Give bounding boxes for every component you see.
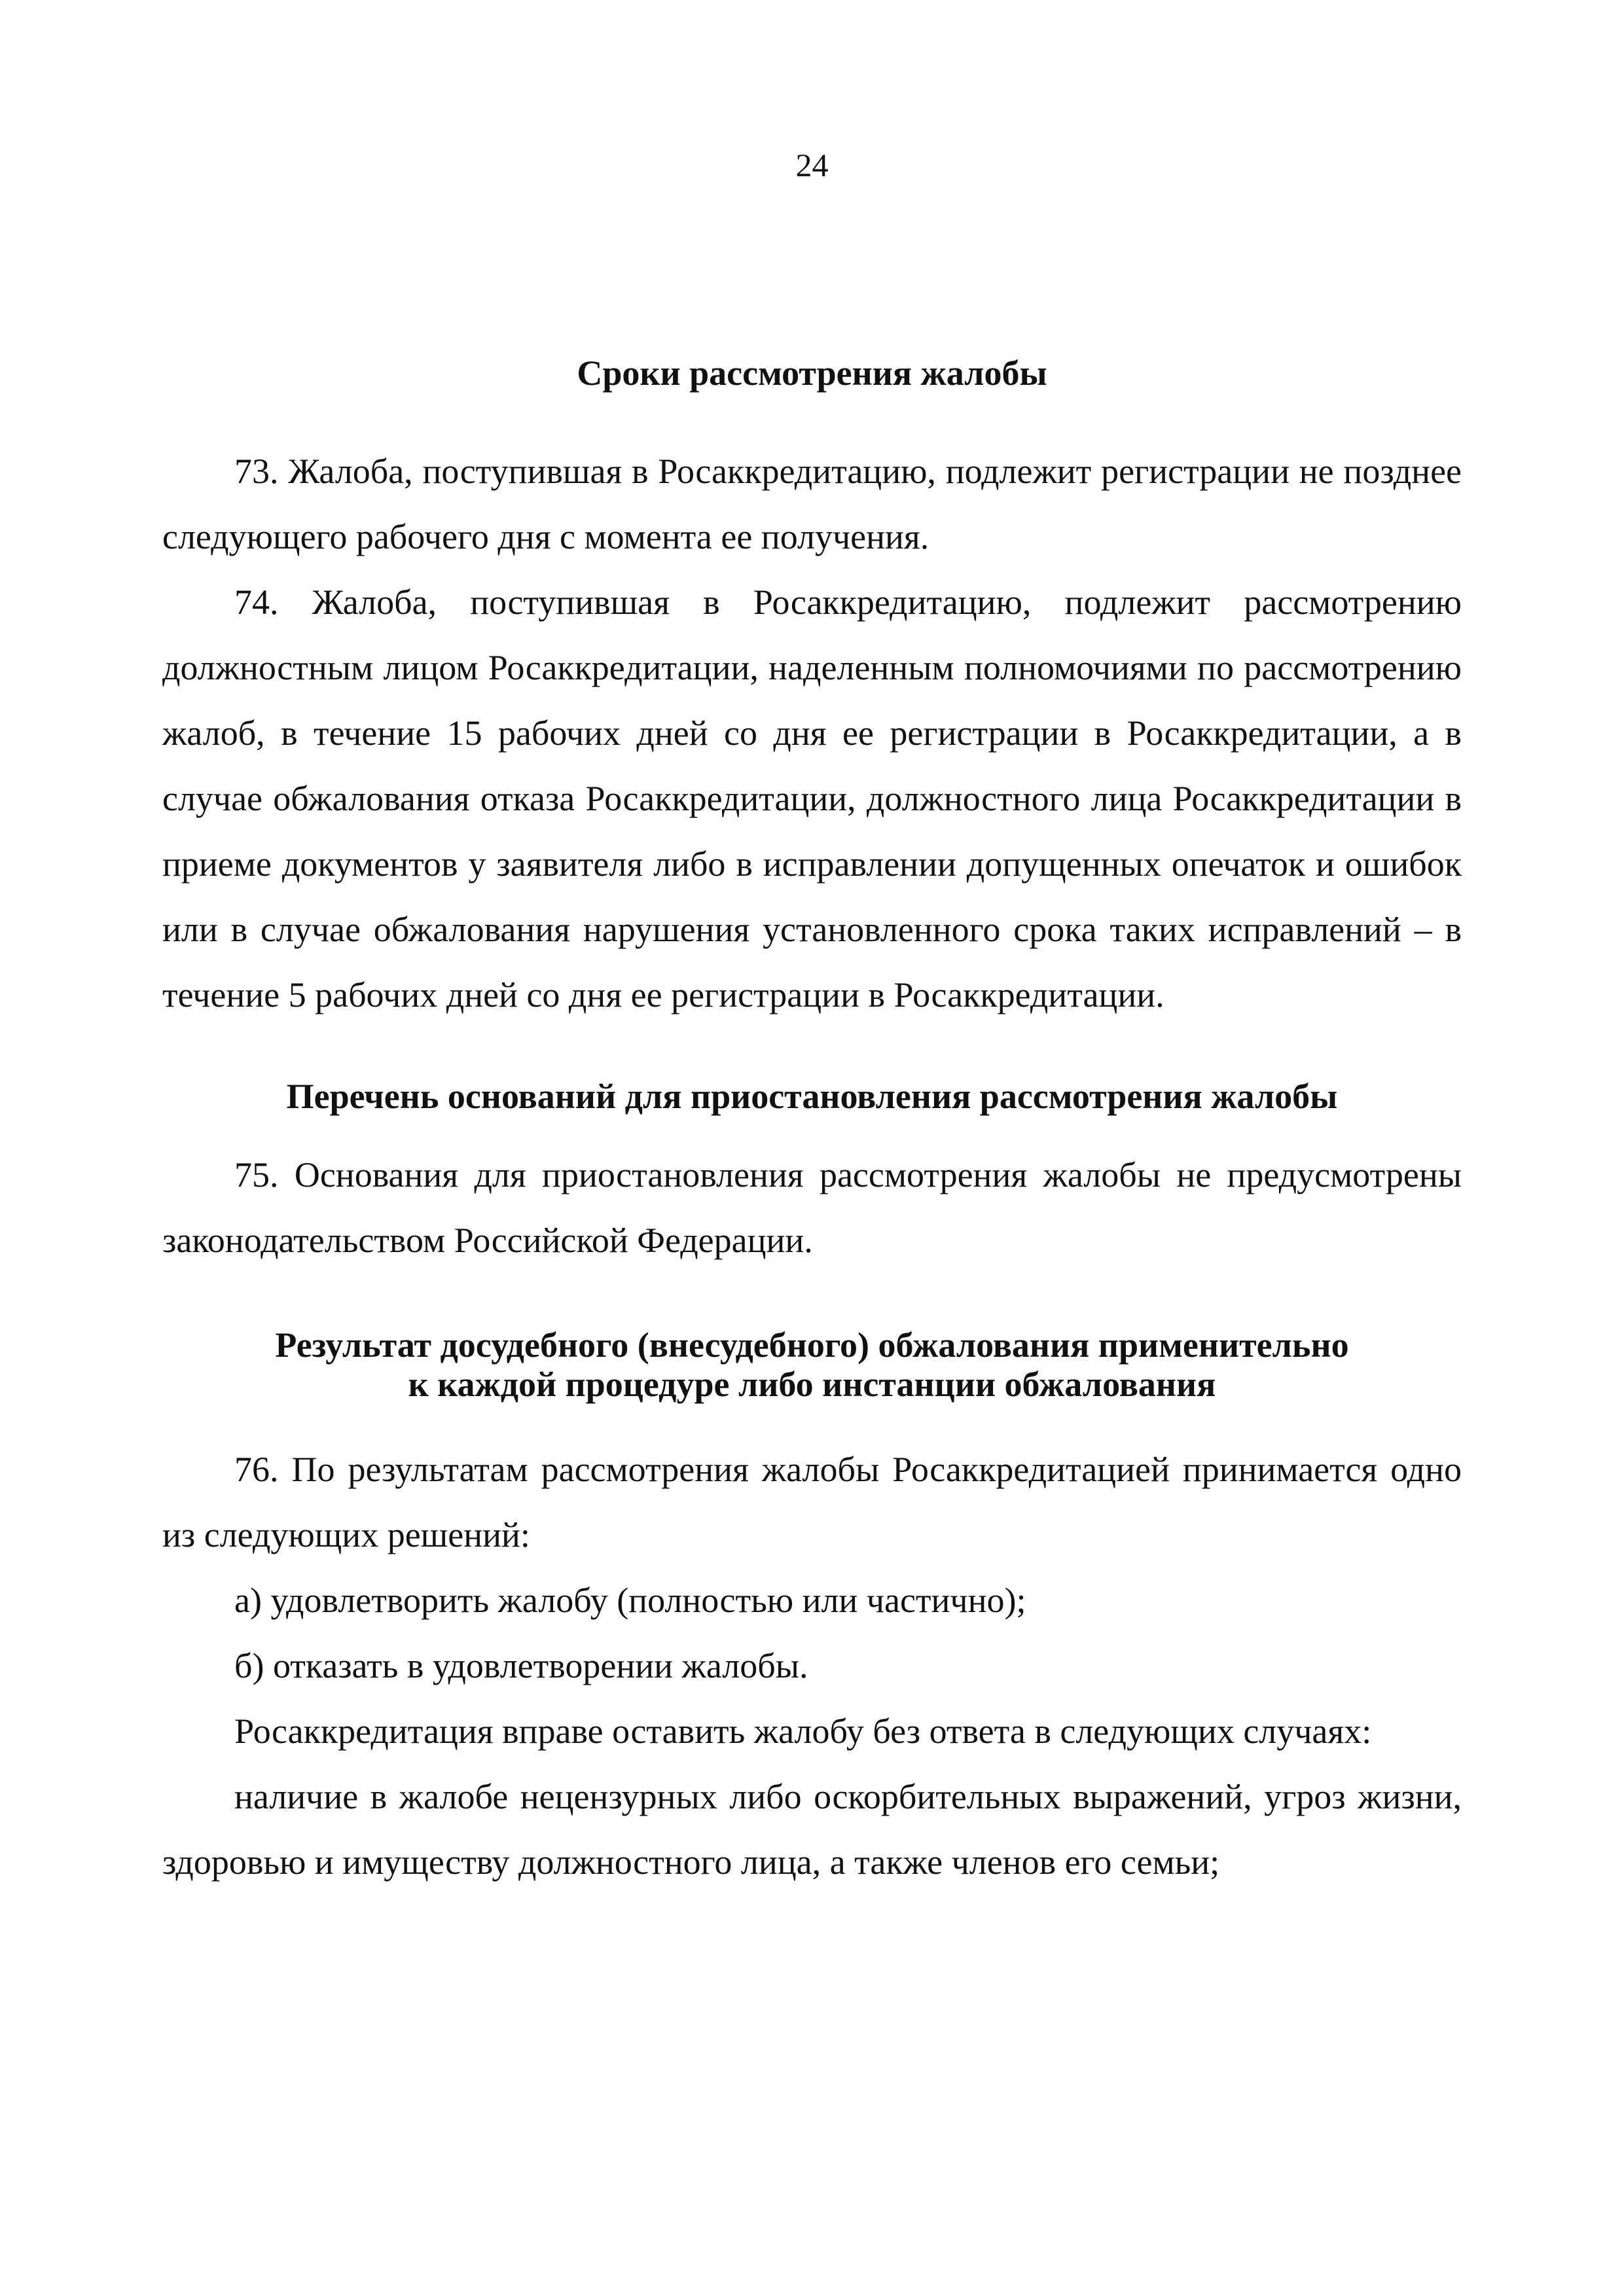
section-heading-appeal-result: [162, 1325, 1462, 1404]
paragraph-insulting-language: наличие в жалобе нецензурных либо оскорбительных выражений, угроз жизни, здоровью и имуществу должностного лица, а также членов его семьи;: [162, 1777, 1462, 1882]
paragraph-76-a: а) удовлетворить жалобу (полностью или частично);: [234, 1581, 1026, 1620]
document-body: [162, 353, 1462, 1895]
paragraph-leave-without-answer: Росаккредитация вправе оставить жалобу без ответа в следующих случаях:: [234, 1712, 1372, 1751]
paragraph-76-b: б) отказать в удовлетворении жалобы.: [234, 1646, 808, 1685]
paragraph-73: 73. Жалоба, поступившая в Росаккредитацию, подлежит регистрации не позднее следующего рабочего дня с момента ее получения.: [162, 452, 1462, 556]
section-heading-appeal-result-line2: к каждой процедуре либо инстанции обжалования: [408, 1365, 1216, 1404]
section-heading-review-terms: Сроки рассмотрения жалобы: [577, 353, 1047, 393]
section-heading-appeal-result-line1: Результат досудебного (внесудебного) обжалования применительно: [275, 1325, 1349, 1365]
paragraph-76: 76. По результатам рассмотрения жалобы Росаккредитацией принимается одно из следующих решений:: [162, 1450, 1462, 1554]
paragraph-74: 74. Жалоба, поступившая в Росаккредитацию, подлежит рассмотрению должностным лицом Росаккредитации, наделенным полномочиями по рассмотрению жалоб, в течение 15 рабочих дней со дня ее регистрации в Росаккредитации, а в случае обжалования отказа Росаккредитации, должностного лица Росаккредитации в приеме документов у заявителя либо в исправлении допущенных опечаток и ошибок или в случае обжалования нарушения установленного срока таких исправлений – в течение 5 рабочих дней со дня ее регистрации в Росаккредитации.: [162, 583, 1462, 1014]
paragraph-75: 75. Основания для приостановления рассмотрения жалобы не предусмотрены законодательством Российской Федерации.: [162, 1155, 1462, 1260]
section-heading-suspension-grounds: Перечень оснований для приостановления рассмотрения жалобы: [286, 1077, 1338, 1116]
page-number: 24: [795, 147, 829, 183]
